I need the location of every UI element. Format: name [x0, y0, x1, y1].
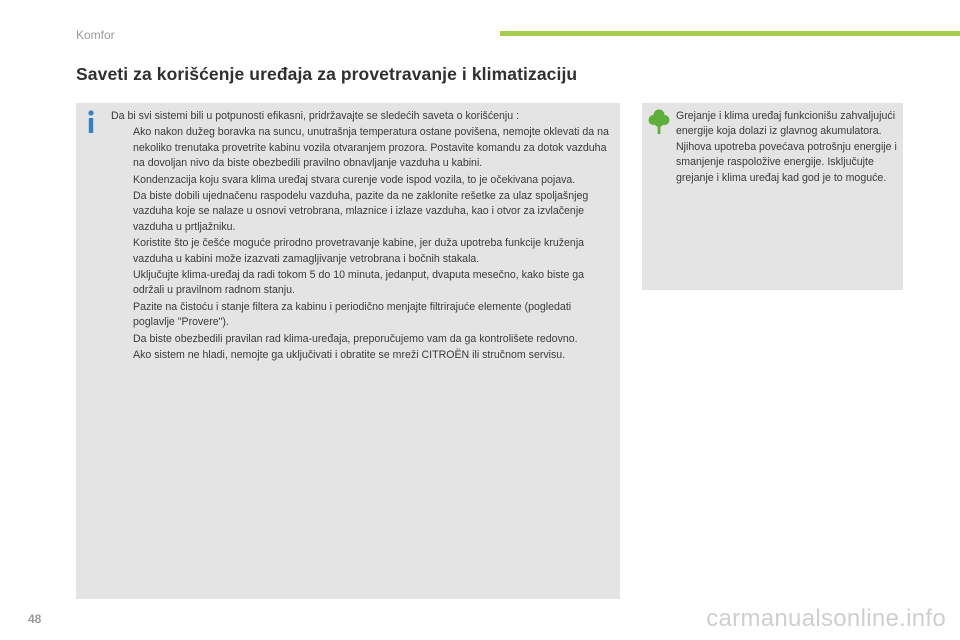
- tip-text: Ako sistem ne hladi, nemojte ga uključivati i obratite se mreži CITROËN ili stručnom servisu.: [133, 349, 566, 362]
- tips-intro: Da bi svi sistemi bili u potpunosti efikasni, pridržavajte se sledećih saveta o korišćenju :: [111, 110, 520, 122]
- eco-panel: [642, 103, 903, 290]
- tip-item: [111, 332, 611, 347]
- section-accent-bar: [500, 31, 960, 36]
- tip-item: [111, 125, 611, 171]
- tip-item: [111, 300, 611, 331]
- info-icon: [86, 110, 96, 134]
- tip-item: [111, 173, 611, 188]
- tips-panel: [76, 103, 620, 599]
- tip-text: Ako nakon dužeg boravka na suncu, unutrašnja temperatura ostane povišena, nemojte oklevati da na nekoliko trenutaka provetrite kabinu vozila otvaranjem prozora. Postavite komandu za dotok vazduha na dovoljan nivo da biste obezbedili pravilno obnavljanje vazduha u kabini.: [133, 126, 609, 170]
- tip-text: Pazite na čistoću i stanje filtera za kabinu i periodično menjajte filtrirajuće elemente (pogledati poglavlje "Provere").: [133, 300, 572, 329]
- page-number: 48: [28, 612, 42, 626]
- tip-item: [111, 236, 611, 267]
- tips-list: [111, 125, 611, 363]
- watermark: carmanualsonline.info: [706, 605, 946, 632]
- eco-text: Grejanje i klima uređaj funkcionišu zahvaljujući energije koja dolazi iz glavnog akumulatora. Njihova upotreba povećava potrošnju energije i smanjenje raspoložive energije. Isključujte grejanje i klima uređaj kad god je to moguće.: [676, 110, 897, 184]
- tip-text: Koristite što je češće moguće prirodno provetravanje kabine, jer duža upotreba funkcije kruženja vazduha u kabini može izazvati zamagljivanje vetrobrana i bočnih stakala.: [133, 237, 585, 265]
- tip-item: [111, 268, 611, 299]
- tip-item: [111, 348, 611, 363]
- tip-text: Kondenzacija koju svara klima uređaj stvara curenje vode ispod vozila, to je očekivana pojava.: [133, 173, 576, 186]
- tip-text: Da biste obezbedili pravilan rad klima-uređaja, preporučujemo vam da ga kontrolišete redovno.: [133, 332, 578, 345]
- tip-text: Uključujte klima-uređaj da radi tokom 5 do 10 minuta, jedanput, dvaputa mesečno, kako biste ga održali u pravilnom radnom stanju.: [133, 269, 585, 297]
- tip-text: Da biste dobili ujednačenu raspodelu vazduha, pazite da ne zaklonite rešetke za ulaz spoljašnjeg vazduha koje se nalaze u osnovi vetrobrana, mlaznice i izlaze vazduha, kao i otvor za izvlačenje vazduha u prtljažniku.: [133, 190, 589, 233]
- section-label: Komfor: [76, 28, 115, 42]
- tip-item: [111, 189, 611, 235]
- tips-text: [111, 109, 611, 365]
- page-title: Saveti za korišćenje uređaja za provetravanje i klimatizaciju: [76, 64, 578, 84]
- tree-icon: [648, 109, 670, 135]
